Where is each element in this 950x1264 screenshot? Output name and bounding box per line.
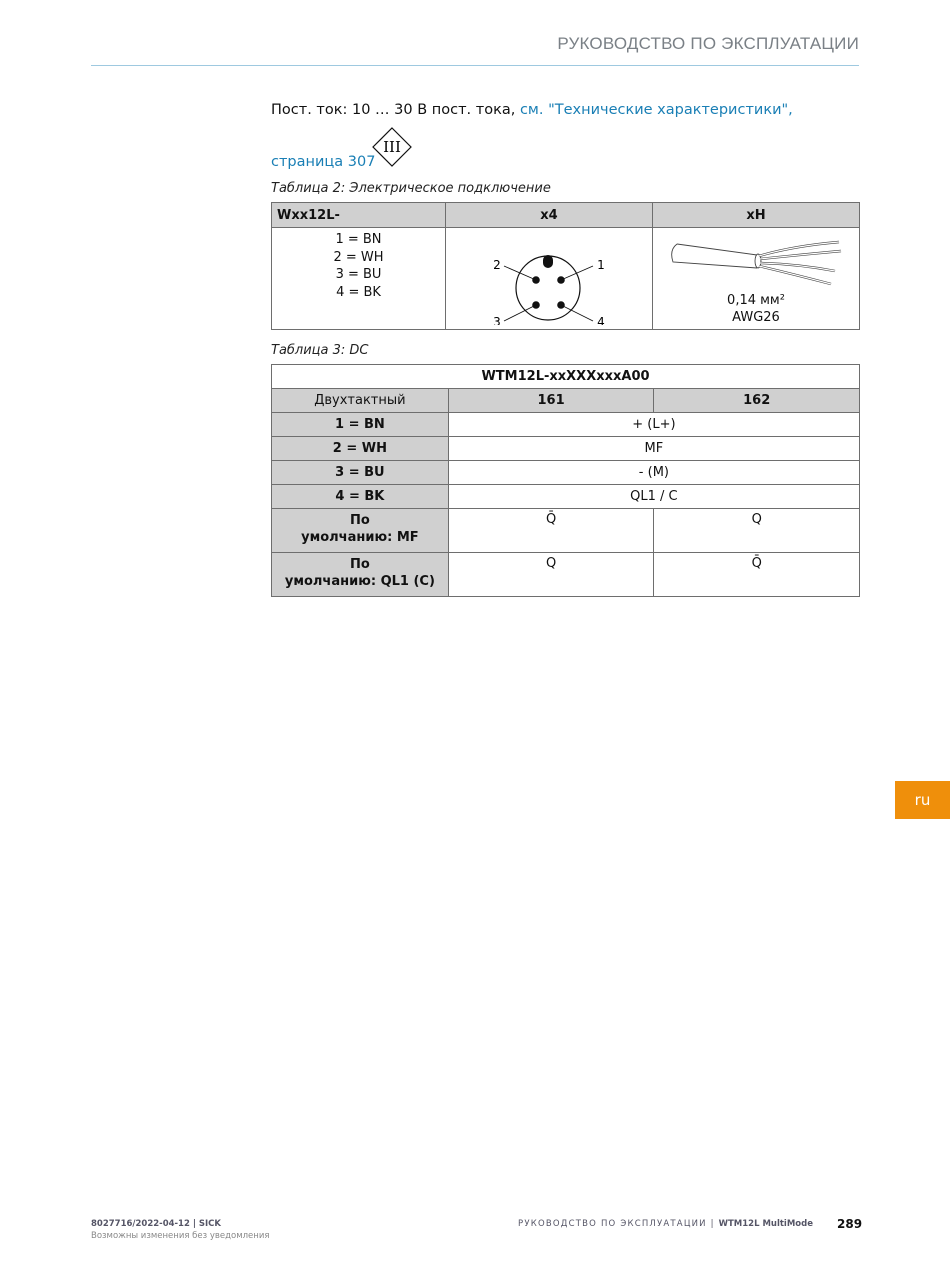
protection-class-iii-icon xyxy=(372,127,412,167)
electrical-connection-table xyxy=(271,202,860,330)
pin-4: 4 = BK xyxy=(336,284,381,300)
page-header-title: РУКОВОДСТВО ПО ЭКСПЛУАТАЦИИ xyxy=(557,34,859,53)
row-label: 3 = BU xyxy=(272,461,449,485)
dc-table xyxy=(271,364,860,597)
cable-awg: AWG26 xyxy=(732,310,780,325)
row-label: 4 = BK xyxy=(272,485,449,509)
col-header-model: Wxx12L- xyxy=(272,203,446,228)
col-161-header: 161 xyxy=(448,389,654,413)
table-row xyxy=(272,437,860,461)
default-mf-label-a: По xyxy=(349,513,370,528)
col-header-xh: xH xyxy=(653,203,860,228)
row-value: MF xyxy=(448,437,859,461)
footer-note: Возможны изменения без уведомления xyxy=(91,1231,270,1241)
pin-3: 3 = BU xyxy=(335,267,382,282)
pin-2: 2 = WH xyxy=(333,249,384,265)
table-row xyxy=(272,485,860,509)
supply-voltage-label: Пост. ток: 10 … 30 В пост. тока, xyxy=(271,102,520,118)
default-ql1-label-b: умолчанию: QL1 (C) xyxy=(284,574,435,589)
page-number: 289 xyxy=(837,1217,863,1231)
connector-cell xyxy=(446,228,653,330)
table-row xyxy=(272,413,860,437)
footer-doc-info xyxy=(91,1218,269,1242)
footer-title xyxy=(518,1219,813,1229)
push-pull-header: Двухтактный xyxy=(272,389,449,413)
table2-caption: Таблица 2: Электрическое подключение xyxy=(271,181,551,196)
pin-label-4: 4 xyxy=(597,315,605,325)
table-row xyxy=(272,461,860,485)
supply-voltage-text xyxy=(271,100,793,120)
cable-icon xyxy=(653,228,859,288)
row-value: - (M) xyxy=(448,461,859,485)
footer-manual-label: РУКОВОДСТВО ПО ЭКСПЛУАТАЦИИ | xyxy=(518,1219,719,1229)
default-ql1-162: Q̄ xyxy=(654,553,860,597)
default-mf-161: Q̄ xyxy=(448,509,654,553)
default-mf-162: Q xyxy=(654,509,860,553)
pin-assignment-cell xyxy=(272,228,446,330)
pin-label-1: 1 xyxy=(597,258,605,272)
col-header-x4: x4 xyxy=(446,203,653,228)
footer-product: WTM12L MultiMode xyxy=(718,1219,813,1229)
protection-class-label: III xyxy=(383,138,401,156)
header-divider xyxy=(91,65,859,66)
default-mf-label xyxy=(272,509,449,553)
pin-label-2: 2 xyxy=(493,258,501,272)
default-ql1-161: Q xyxy=(448,553,654,597)
pin-1: 1 = BN xyxy=(335,232,382,247)
default-ql1-label xyxy=(272,553,449,597)
pin-label-3: 3 xyxy=(493,315,501,325)
footer-doc-id: 8027716/2022-04-12 | SICK xyxy=(91,1219,222,1229)
cable-cross-section: 0,14 мм² xyxy=(727,293,785,308)
table-row xyxy=(272,509,860,553)
row-label: 1 = BN xyxy=(272,413,449,437)
tech-data-link[interactable]: см. "Технические характеристики", xyxy=(519,102,793,118)
row-value: QL1 / C xyxy=(448,485,859,509)
default-mf-label-b: умолчанию: MF xyxy=(301,530,419,545)
row-label: 2 = WH xyxy=(272,437,449,461)
m12-connector-pinout-icon xyxy=(446,228,652,325)
language-tab-ru[interactable]: ru xyxy=(895,781,950,819)
row-value: + (L+) xyxy=(448,413,859,437)
dc-table-title: WTM12L-xxXXXxxxA00 xyxy=(272,365,860,389)
col-162-header: 162 xyxy=(654,389,860,413)
page-ref-link[interactable]: страница 307 xyxy=(271,154,376,170)
cable-cell xyxy=(653,228,860,330)
default-ql1-label-a: По xyxy=(349,557,370,572)
table3-caption: Таблица 3: DC xyxy=(271,343,369,358)
table-row xyxy=(272,553,860,597)
